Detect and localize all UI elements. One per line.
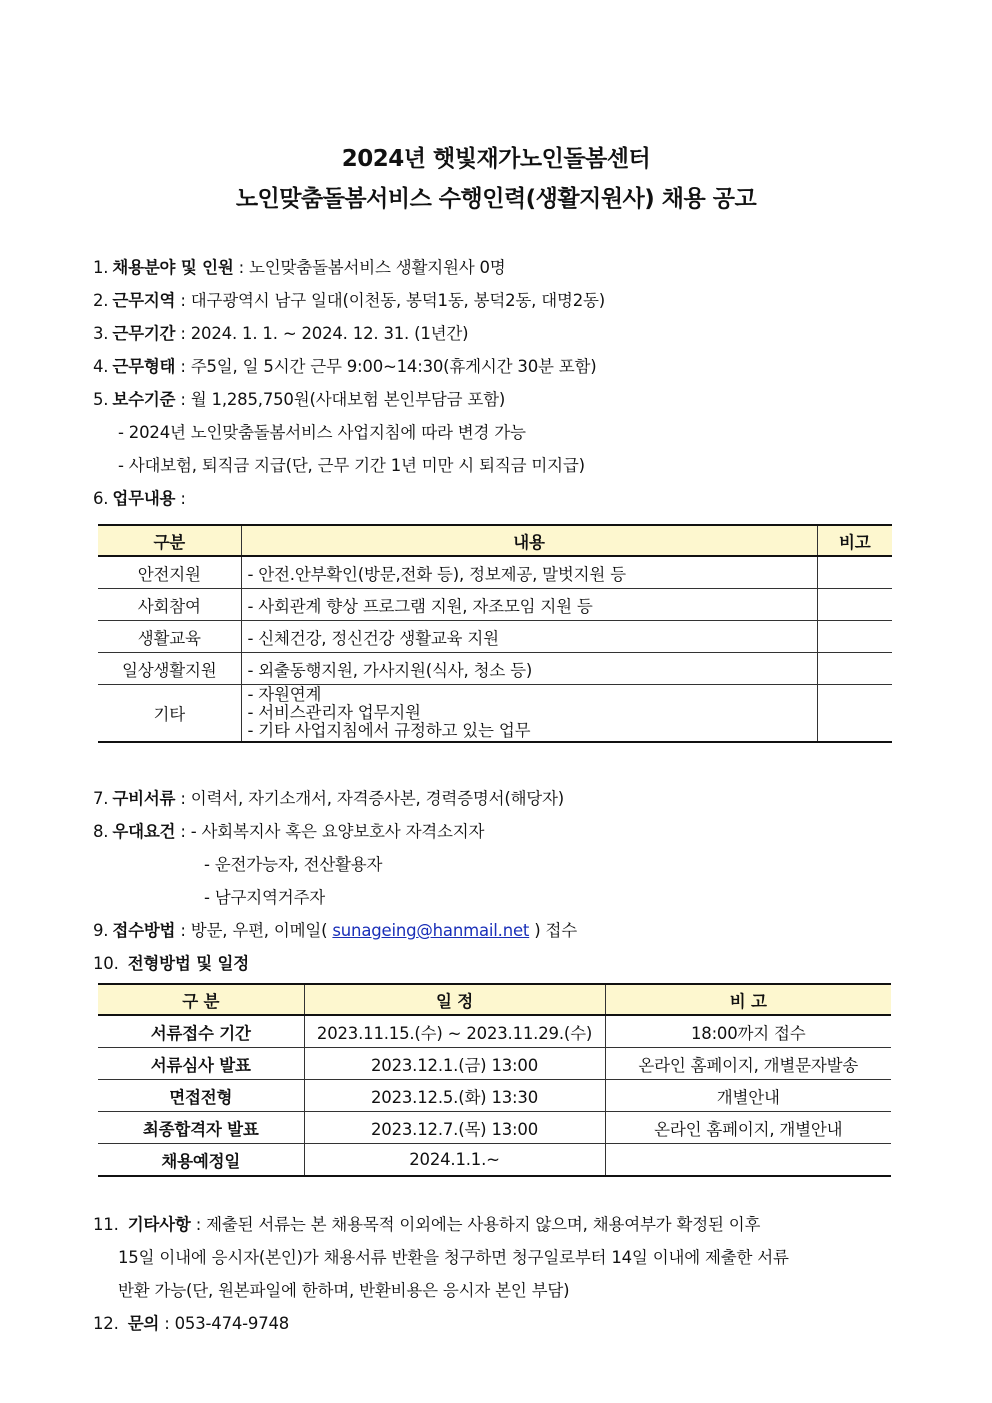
duty-category: 사회참여 <box>98 589 241 621</box>
item-label: 기타사항 <box>127 1215 191 1234</box>
column-header: 일 정 <box>304 984 605 1015</box>
schedule-date: 2023.12.5.(화) 13:30 <box>304 1080 605 1112</box>
contact-phone: : 053-474-9748 <box>159 1314 290 1333</box>
schedule-stage: 채용예정일 <box>98 1144 304 1177</box>
email-link[interactable]: sunageing@hanmail.net <box>332 921 530 940</box>
schedule-note: 개별안내 <box>605 1080 891 1112</box>
column-header: 구분 <box>98 525 241 556</box>
item-other: 11. 기타사항 : 제출된 서류는 본 채용목적 이외에는 사용하지 않으며, 채용여부가 확정된 이후 <box>93 1215 761 1234</box>
item-label: 접수방법 <box>112 921 176 940</box>
schedule-note: 온라인 홈페이지, 개별안내 <box>605 1112 891 1144</box>
other-text-line: 반환 가능(단, 원본파일에 한하며, 반환비용은 응시자 본인 부담) <box>118 1281 570 1300</box>
duty-note <box>817 556 892 589</box>
item-pay: 5. 보수기준 : 월 1,285,750원(사대보험 본인부담금 포함) <box>93 390 506 409</box>
posting-title-line1: 2024년 햇빛재가노인돌봄센터 <box>341 146 651 172</box>
table-row <box>98 556 892 589</box>
schedule-stage: 면접전형 <box>98 1080 304 1112</box>
item-label: 문의 <box>127 1314 160 1333</box>
column-header: 구 분 <box>98 984 304 1015</box>
posting-title-line2: 노인맞춤돌봄서비스 수행인력(생활지원사) 채용 공고 <box>235 186 757 212</box>
table-row <box>98 1144 891 1177</box>
schedule-date: 2023.11.15.(수) ~ 2023.11.29.(수) <box>304 1015 605 1048</box>
duty-category: 안전지원 <box>98 556 241 589</box>
duty-content-line: - 기타 사업지침에서 규정하고 있는 업무 <box>247 721 531 740</box>
schedule-note: 온라인 홈페이지, 개별문자발송 <box>605 1048 891 1080</box>
item-label: 보수기준 <box>112 390 176 409</box>
duty-category: 생활교육 <box>98 621 241 653</box>
schedule-date: 2023.12.1.(금) 13:00 <box>304 1048 605 1080</box>
item-label: 우대요건 <box>112 822 176 841</box>
duty-note <box>817 653 892 685</box>
item-label: 전형방법 및 일정 <box>127 954 249 973</box>
preference-item: - 운전가능자, 전산활용자 <box>204 855 383 874</box>
item-documents: 7. 구비서류 : 이력서, 자기소개서, 자격증사본, 경력증명서(해당자) <box>93 789 565 808</box>
schedule-table <box>98 983 891 1177</box>
item-work-period: 3. 근무기간 : 2024. 1. 1. ~ 2024. 12. 31. (1년간) <box>93 324 469 343</box>
schedule-stage: 서류심사 발표 <box>98 1048 304 1080</box>
item-label: 근무형태 <box>112 357 176 376</box>
item-label: 근무지역 <box>112 291 176 310</box>
item-duties: 6. 업무내용 : <box>93 489 186 508</box>
schedule-note: 18:00까지 접수 <box>605 1015 891 1048</box>
column-header: 내용 <box>241 525 817 556</box>
table-row <box>98 1080 891 1112</box>
table-row <box>98 1015 891 1048</box>
item-preference: 8. 우대요건 : - 사회복지사 혹은 요양보호사 자격소지자 <box>93 822 485 841</box>
schedule-stage: 최종합격자 발표 <box>98 1112 304 1144</box>
duty-content-line: - 서비스관리자 업무지원 <box>247 703 421 722</box>
column-header: 비 고 <box>605 984 891 1015</box>
duty-content: - 외출동행지원, 가사지원(식사, 청소 등) <box>241 653 817 685</box>
duty-content: - 안전.안부확인(방문,전화 등), 정보제공, 말벗지원 등 <box>241 556 817 589</box>
item-schedule: 10. 전형방법 및 일정 <box>93 954 249 973</box>
duty-note <box>817 685 892 743</box>
table-header-row <box>98 984 891 1015</box>
duty-content-line: - 자원연계 <box>247 685 322 704</box>
table-row <box>98 621 892 653</box>
duty-note <box>817 621 892 653</box>
item-label: 업무내용 <box>112 489 176 508</box>
item-work-area: 2. 근무지역 : 대구광역시 남구 일대(이천동, 봉덕1동, 봉덕2동, 대명2동) <box>93 291 606 310</box>
duty-table <box>98 524 892 743</box>
table-row <box>98 653 892 685</box>
duty-category: 일상생활지원 <box>98 653 241 685</box>
schedule-note <box>605 1144 891 1177</box>
item-label: 채용분야 및 인원 <box>112 258 234 277</box>
table-row <box>98 685 892 743</box>
item-label: 근무기간 <box>112 324 176 343</box>
table-header-row <box>98 525 892 556</box>
item-work-type: 4. 근무형태 : 주5일, 일 5시간 근무 9:00~14:30(휴게시간 30분 포함) <box>93 357 597 376</box>
item-contact: 12. 문의 : 053-474-9748 <box>93 1314 290 1333</box>
table-row <box>98 1112 891 1144</box>
table-row <box>98 589 892 621</box>
pay-note: - 사대보험, 퇴직금 지급(단, 근무 기간 1년 미만 시 퇴직금 미지급) <box>118 456 585 475</box>
table-row <box>98 1048 891 1080</box>
item-application: 9. 접수방법 : 방문, 우편, 이메일( sunageing@hanmail.net ) 접수 <box>93 921 577 940</box>
other-text-line: 15일 이내에 응시자(본인)가 채용서류 반환을 청구하면 청구일로부터 14일 이내에 제출한 서류 <box>118 1248 789 1267</box>
duty-note <box>817 589 892 621</box>
item-label: 구비서류 <box>112 789 176 808</box>
item-recruitment-field: 1. 채용분야 및 인원 : 노인맞춤돌봄서비스 생활지원사 0명 <box>93 258 506 277</box>
duty-content: - 신체건강, 정신건강 생활교육 지원 <box>241 621 817 653</box>
duty-category: 기타 <box>98 685 241 743</box>
schedule-stage: 서류접수 기간 <box>98 1015 304 1048</box>
pay-note: - 2024년 노인맞춤돌봄서비스 사업지침에 따라 변경 가능 <box>118 423 526 442</box>
duty-content <box>241 685 817 743</box>
preference-item: - 남구지역거주자 <box>204 888 325 907</box>
duty-content: - 사회관계 향상 프로그램 지원, 자조모임 지원 등 <box>241 589 817 621</box>
column-header: 비고 <box>817 525 892 556</box>
schedule-date: 2023.12.7.(목) 13:00 <box>304 1112 605 1144</box>
schedule-date: 2024.1.1.~ <box>304 1144 605 1177</box>
